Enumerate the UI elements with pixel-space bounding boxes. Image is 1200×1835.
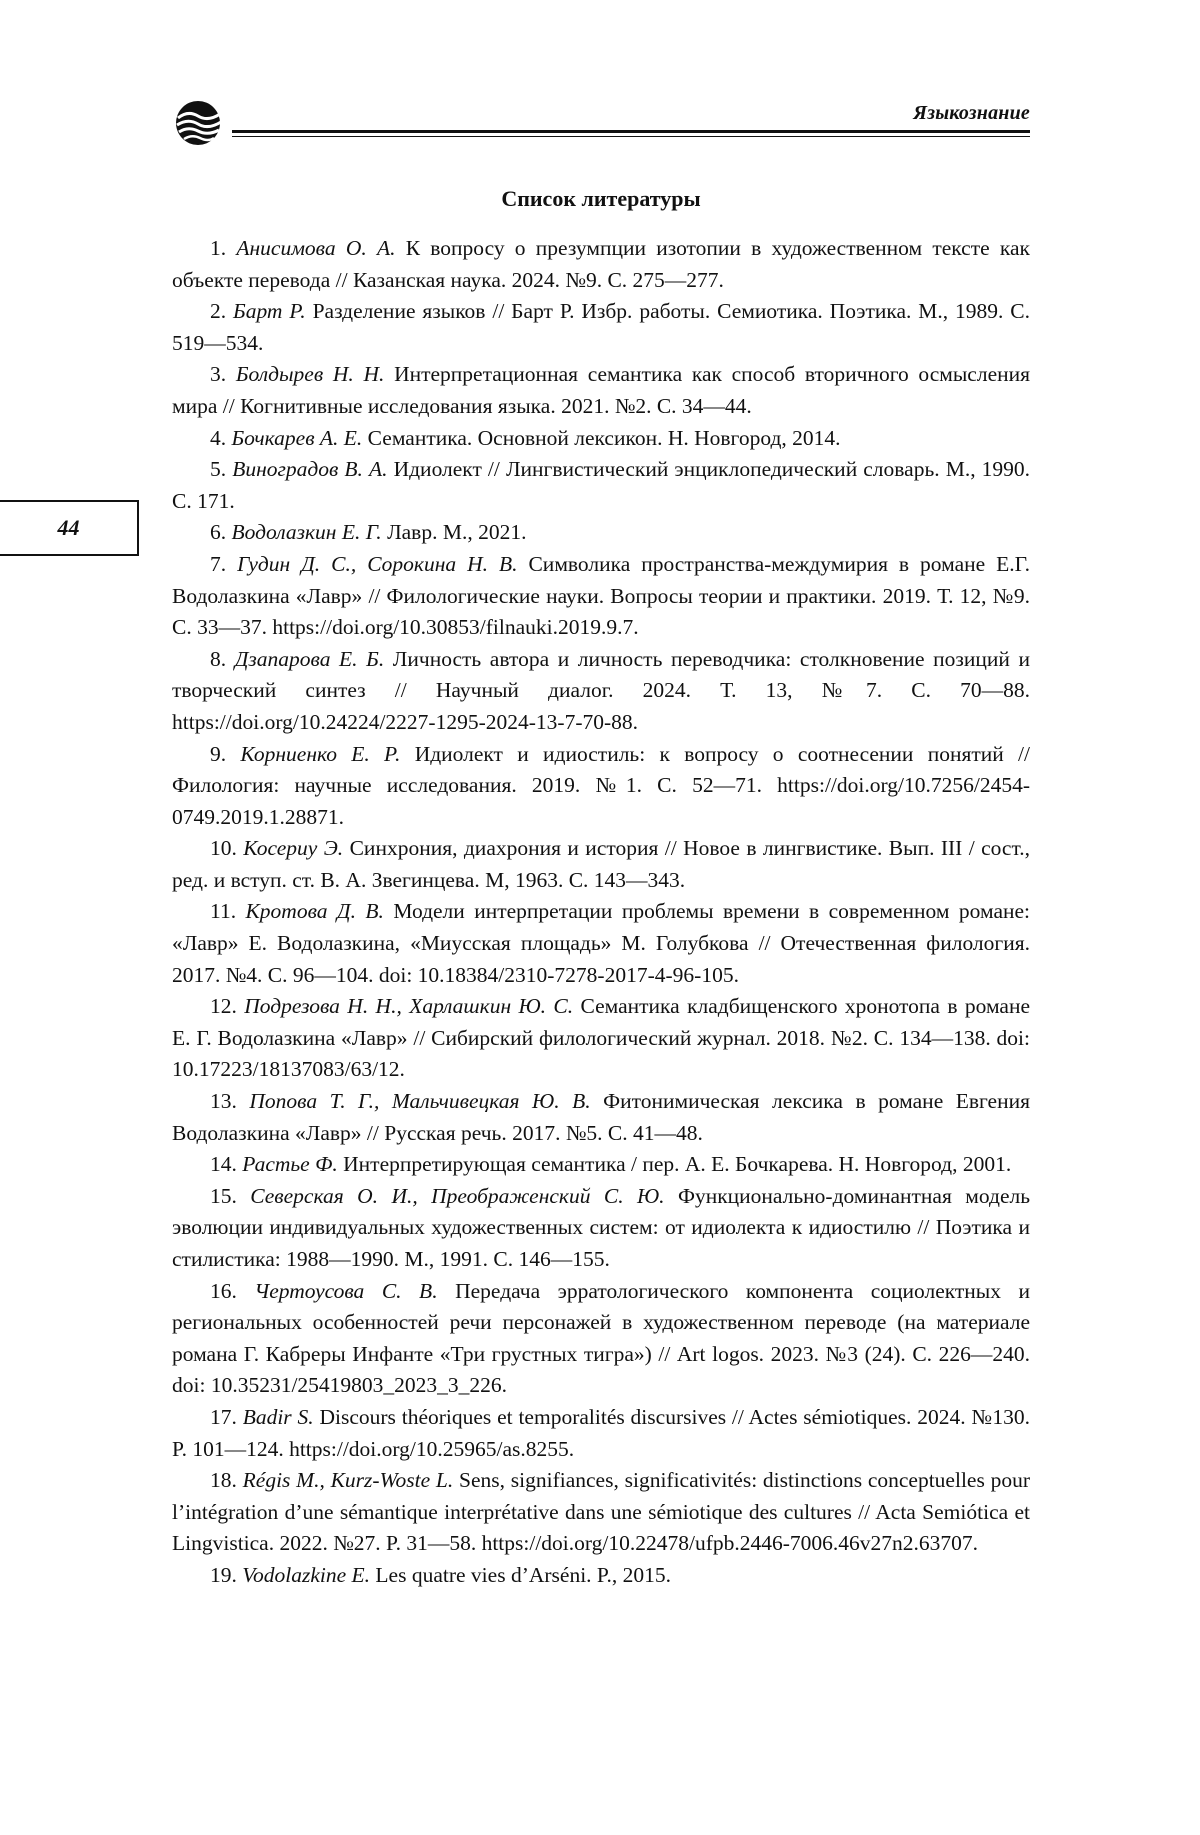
reference-number: 6. [210,520,227,545]
reference-number: 9. [210,741,227,766]
page-number-tab [0,500,139,556]
page-header [170,98,1030,148]
reference-text: Функционально-доминантная модель эволюции индивидуальных художественных систем: от идиолекта к идиостилю // Поэтика и стилистика: 1988—1990. М., 1991. С. 146—155. [172,1183,1031,1271]
reference-authors: Гудин Д. С., Сорокина Н. В. [237,551,518,576]
reference-number: 12. [210,994,237,1019]
reference-authors: Чертоусова С. В. [254,1278,438,1303]
reference-authors: Дзапарова Е. Б. [234,646,385,671]
reference-number: 19. [210,1562,237,1587]
reference-authors: Растье Ф. [242,1152,338,1177]
reference-item [172,896,1030,991]
bibliography-heading: Список литературы [501,186,701,211]
reference-item [172,423,1030,455]
reference-text: Передача эрратологического компонента социолектных и региональных особенностей речи персонажей в художественном переводе (на материале романа Г. Кабреры Инфанте «Три грустных тигра») // Art logos. 2023. №3 (24). С. 226—240. doi: 10.35231/25419803_2023_3_226. [172,1278,1031,1398]
header-rule-thin [232,136,1030,137]
reference-item [172,1276,1030,1402]
reference-item [172,644,1030,739]
reference-number: 16. [210,1278,237,1303]
reference-text: Разделение языков // Барт Р. Избр. работы. Семиотика. Поэтика. М., 1989. С. 519—534. [172,299,1030,355]
section-rubric: Языкознание [913,102,1030,124]
reference-text: Discours théoriques et temporalités discursives // Actes sémiotiques. 2024. №130. P. 101—124. https://doi.org/10.25965/as.8255. [172,1404,1031,1461]
reference-number: 17. [210,1404,237,1429]
reference-text: Символика пространства-междумирия в романе Е.Г. Водолазкина «Лавр» // Филологические науки. Вопросы теории и практики. 2019. Т. 12, №9. С. 33—37. https://doi.org/10.30853/filnauki.2019.9.7. [172,551,1031,640]
reference-authors: Корниенко Е. Р. [240,741,401,766]
reference-text: Фитонимическая лексика в романе Евгения Водолазкина «Лавр» // Русская речь. 2017. №5. С. 41—48. [172,1089,1030,1145]
reference-text: Личность автора и личность переводчика: столкновение позиций и творческий синтез // Научный диалог. 2024. Т. 13, №7. С. 70—88. https://doi.org/10.24224/2227-1295-2024-13-7-70-88. [172,646,1031,734]
reference-number: 8. [210,646,227,671]
reference-authors: Водолазкин Е. Г. [231,520,382,545]
reference-authors: Régis M., Kurz-Woste L. [242,1468,454,1493]
reference-item [172,549,1030,644]
reference-text: Интерпретационная семантика как способ вторичного осмысления мира // Когнитивные исследования языка. 2021. №2. С. 34—44. [172,362,1031,418]
reference-number: 1. [210,236,227,260]
reference-authors: Badir S. [242,1404,314,1429]
reference-text: Лавр. М., 2021. [387,520,527,545]
reference-item [172,359,1030,422]
reference-number: 7. [210,551,227,576]
reference-item [172,1149,1030,1181]
reference-authors: Vodolazkine E. [242,1562,371,1587]
reference-text: Модели интерпретации проблемы времени в современном романе: «Лавр» Е. Водолазкина, «Миусская площадь» М. Голубкова // Отечественная филология. 2017. №4. С. 96—104. doi: 10.18384/2310-7278-2017-4-96-105. [172,899,1031,987]
reference-text: Sens, signifiances, significativités: distinctions conceptuelles pour l’intégration d’une sémantique interprétative dans une sémiotique des cultures // Acta Semiótica et Lingvistica. 2022. №27. P. 31—58. https://doi.org/10.22478/ufpb.2446-7006.46v27n2.63707. [172,1468,1031,1556]
reference-text: Синхрония, диахрония и история // Новое в лингвистике. Вып. III / сост., ред. и вступ. ст. В. А. Звегинцева. М, 1963. С. 143—343. [172,836,1030,892]
reference-text: Семантика кладбищенского хронотопа в романе Е. Г. Водолазкина «Лавр» // Сибирский филологический журнал. 2018. №2. С. 134—138. doi: 10.17223/18137083/63/12. [172,994,1030,1082]
reference-authors: Попова Т. Г., Мальчивецкая Ю. В. [249,1089,591,1114]
reference-authors: Подрезова Н. Н., Харлашкин Ю. С. [244,994,574,1019]
reference-authors: Северская О. И., Преображенский С. Ю. [250,1183,665,1208]
reference-item [172,1560,1030,1592]
reference-authors: Барт Р. [233,299,306,324]
reference-list [172,233,1030,1592]
reference-number: 2. [210,299,227,324]
reference-item [172,1181,1030,1276]
reference-number: 4. [210,425,227,450]
reference-number: 3. [210,362,227,387]
reference-number: 11. [210,899,237,924]
reference-authors: Бочкарев А. Е. [231,425,363,450]
reference-text: Идиолект // Лингвистический энциклопедический словарь. М., 1990. С. 171. [172,457,1031,513]
reference-item [172,991,1030,1086]
reference-text: К вопросу о презумпции изотопии в художественном тексте как объекте перевода // Казанская наука. 2024. №9. С. 275—277. [172,236,1031,292]
reference-number: 14. [210,1152,237,1177]
header-rule-thick [232,130,1030,133]
reference-item [172,1465,1030,1560]
reference-number: 15. [210,1183,237,1208]
reference-text: Идиолект и идиостиль: к вопросу о соотнесении понятий // Филология: научные исследования. 2019. №1. С. 52—71. https://doi.org/10.7256/2454-0749.2019.1.28871. [172,741,1030,829]
reference-item [172,454,1030,517]
reference-authors: Кротова Д. В. [245,899,384,924]
reference-number: 10. [210,836,237,861]
reference-authors: Анисимова О. А. [236,236,396,260]
reference-item [172,833,1030,896]
reference-authors: Косериу Э. [243,836,344,861]
reference-item [172,739,1030,834]
reference-authors: Болдырев Н. Н. [235,362,385,387]
reference-number: 5. [210,457,227,482]
reference-text: Интерпретирующая семантика / пер. А. Е. Бочкарева. Н. Новгород, 2001. [343,1152,1012,1177]
reference-number: 13. [210,1089,237,1114]
reference-text: Les quatre vies d’Arséni. P., 2015. [375,1562,671,1587]
reference-number: 18. [210,1468,237,1493]
reference-item [172,517,1030,549]
reference-authors: Виноградов В. А. [232,457,388,482]
reference-item [172,1086,1030,1149]
reference-item [172,296,1030,359]
reference-item [172,233,1030,296]
reference-text: Семантика. Основной лексикон. Н. Новгород, 2014. [367,425,841,450]
journal-wave-logo-icon [170,98,230,148]
page-number: 44 [57,515,80,540]
reference-item [172,1402,1030,1465]
